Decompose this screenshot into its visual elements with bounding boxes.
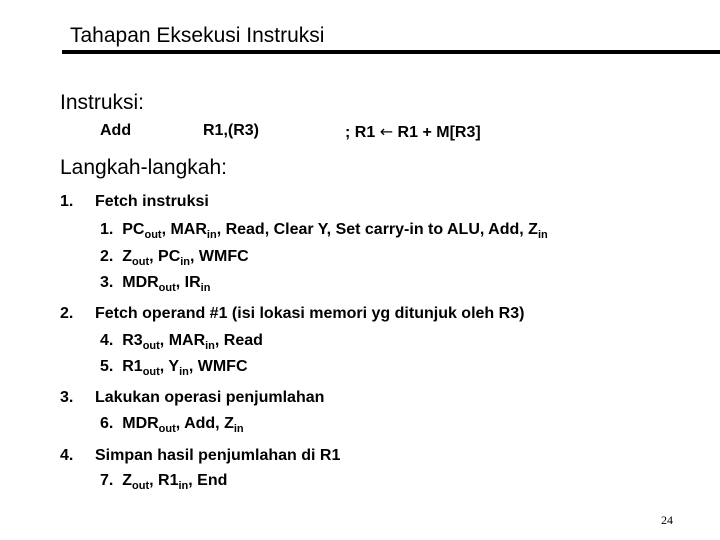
step-text: , PC [149, 248, 181, 265]
subscript: in [178, 480, 189, 492]
comment-prefix: ; R1 [345, 124, 376, 141]
step-line [100, 332, 263, 352]
subscript: in [206, 229, 217, 241]
step-text: 3. MDR [100, 274, 159, 291]
step-text: , WMFC [188, 358, 248, 375]
subscript: in [179, 366, 189, 378]
step-text: 6. MDR [100, 415, 159, 432]
subscript: out [142, 366, 160, 378]
subscript: in [233, 423, 244, 435]
subscript: out [158, 423, 176, 435]
left-arrow-icon: ← [379, 122, 394, 141]
step-line [100, 274, 210, 294]
group-title: Simpan hasil penjumlahan di R1 [95, 447, 341, 464]
group-number: 3. [60, 389, 74, 406]
comment-expression: R1 + M[R3] [397, 124, 481, 141]
group-number: 1. [60, 193, 74, 210]
step-text: , Y [159, 358, 180, 375]
step-text: , Add, Z [175, 415, 234, 432]
step-text: , R1 [149, 472, 179, 489]
subscript: out [142, 340, 160, 352]
subscript: in [200, 282, 211, 294]
step-text: 4. R3 [100, 332, 143, 349]
subscript: in [537, 229, 548, 241]
group-title: Fetch instruksi [95, 193, 209, 210]
step-line [100, 248, 249, 268]
step-line [100, 415, 244, 435]
group-title: Lakukan operasi penjumlahan [95, 389, 325, 406]
step-text: , Read [214, 332, 263, 349]
step-text: , IR [175, 274, 201, 291]
step-text: 1. PC [100, 221, 145, 238]
instruction-operands: R1,(R3) [203, 122, 260, 139]
group-title: Fetch operand #1 (isi lokasi memori yg ditunjuk oleh R3) [95, 305, 525, 322]
subscript: in [205, 340, 215, 352]
step-text: , MAR [159, 332, 206, 349]
steps-heading: Langkah-langkah: [60, 156, 227, 179]
step-text: , WMFC [190, 248, 249, 265]
subscript: in [180, 256, 191, 268]
step-text: 2. Z [100, 248, 133, 265]
step-line [100, 472, 227, 492]
step-text: , MAR [161, 221, 207, 238]
instruction-comment [345, 122, 481, 142]
page-number: 24 [661, 513, 673, 527]
step-text: , Read, Clear Y, Set carry-in to ALU, Add, Z [216, 221, 538, 238]
step-text: 7. Z [100, 472, 133, 489]
subscript: out [144, 229, 162, 241]
slide-title: Tahapan Eksekusi Instruksi [70, 24, 325, 47]
group-number: 2. [60, 305, 74, 322]
subscript: out [158, 282, 176, 294]
group-number: 4. [60, 447, 74, 464]
instruction-heading: Instruksi: [60, 91, 145, 114]
step-line [100, 221, 548, 241]
step-line [100, 358, 248, 378]
step-text: 5. R1 [100, 358, 143, 375]
title-underline [62, 50, 720, 54]
instruction-op: Add [100, 122, 132, 139]
step-text: , End [188, 472, 228, 489]
subscript: out [132, 480, 150, 492]
subscript: out [132, 256, 150, 268]
